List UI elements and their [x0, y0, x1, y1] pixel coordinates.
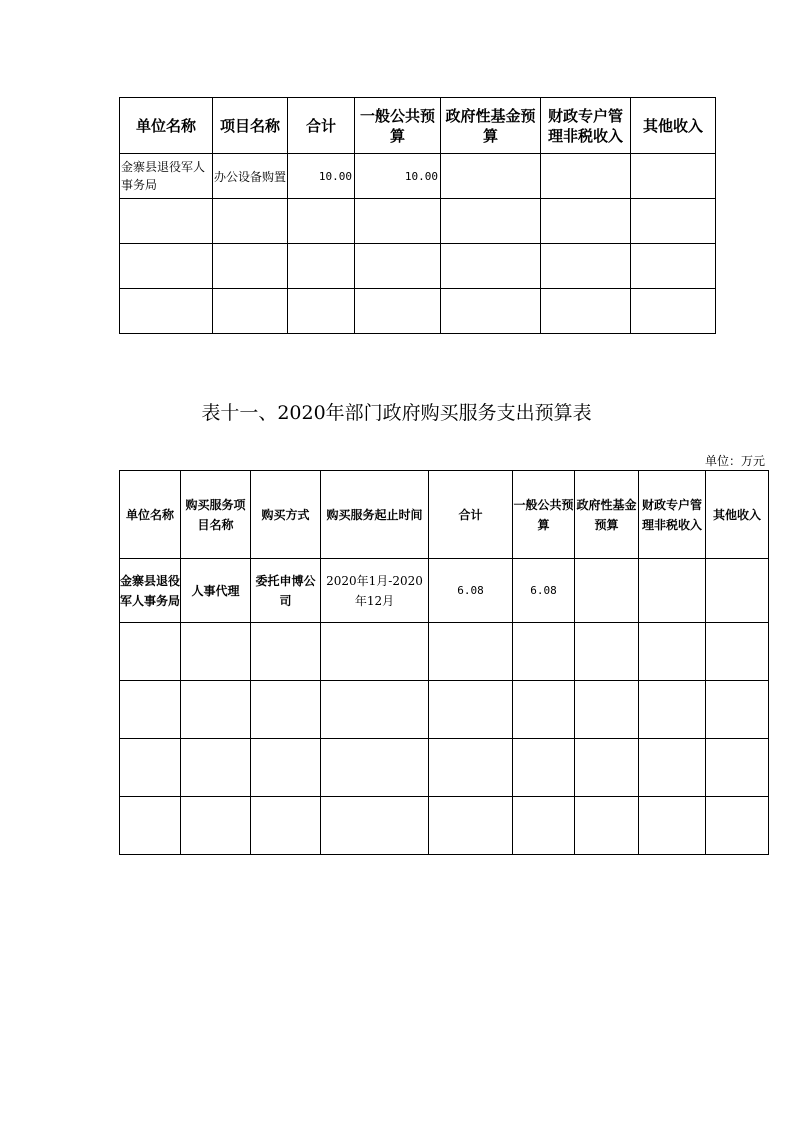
table-header-row — [120, 471, 769, 559]
header-unit-name: 单位名称 — [120, 98, 213, 154]
header-general-budget: 一般公共预算 — [513, 471, 575, 559]
header-purchase-method: 购买方式 — [251, 471, 321, 559]
table-row — [120, 559, 769, 623]
empty-row — [120, 681, 769, 739]
empty-row — [120, 244, 716, 289]
empty-row — [120, 199, 716, 244]
table-header-row — [120, 98, 716, 154]
header-unit-name: 单位名称 — [120, 471, 181, 559]
cell-non-tax-income — [541, 154, 631, 199]
header-other-income: 其他收入 — [706, 471, 769, 559]
cell-other-income — [706, 559, 769, 623]
cell-general-budget: 10.00 — [355, 154, 441, 199]
header-project-name: 项目名称 — [213, 98, 288, 154]
cell-service-item: 人事代理 — [181, 559, 251, 623]
cell-unit-name: 金寨县退役军人事务局 — [120, 154, 213, 199]
table-row — [120, 154, 716, 199]
cell-general-budget: 6.08 — [513, 559, 575, 623]
cell-project-name: 办公设备购置 — [213, 154, 288, 199]
header-gov-fund-budget: 政府性基金预算 — [575, 471, 639, 559]
cell-total: 6.08 — [429, 559, 513, 623]
empty-row — [120, 289, 716, 334]
cell-purchase-method: 委托申博公司 — [251, 559, 321, 623]
cell-gov-fund-budget — [441, 154, 541, 199]
empty-row — [120, 623, 769, 681]
header-non-tax-income: 财政专户管理非税收入 — [639, 471, 706, 559]
header-total: 合计 — [429, 471, 513, 559]
cell-total: 10.00 — [288, 154, 355, 199]
cell-unit-name: 金寨县退役军人事务局 — [120, 559, 181, 623]
unit-label: 单位：万元 — [704, 454, 765, 468]
header-non-tax-income: 财政专户管理非税收入 — [541, 98, 631, 154]
header-service-period: 购买服务起止时间 — [321, 471, 429, 559]
government-service-purchase-table — [119, 470, 769, 855]
empty-row — [120, 739, 769, 797]
cell-service-period: 2020年1月-2020年12月 — [321, 559, 429, 623]
table-title: 表十一、2020年部门政府购买服务支出预算表 — [201, 402, 592, 424]
project-expenditure-table — [119, 97, 716, 334]
cell-gov-fund-budget — [575, 559, 639, 623]
cell-other-income — [631, 154, 716, 199]
cell-non-tax-income — [639, 559, 706, 623]
header-other-income: 其他收入 — [631, 98, 716, 154]
header-gov-fund-budget: 政府性基金预算 — [441, 98, 541, 154]
header-service-item: 购买服务项目名称 — [181, 471, 251, 559]
header-total: 合计 — [288, 98, 355, 154]
empty-row — [120, 797, 769, 855]
header-general-budget: 一般公共预算 — [355, 98, 441, 154]
